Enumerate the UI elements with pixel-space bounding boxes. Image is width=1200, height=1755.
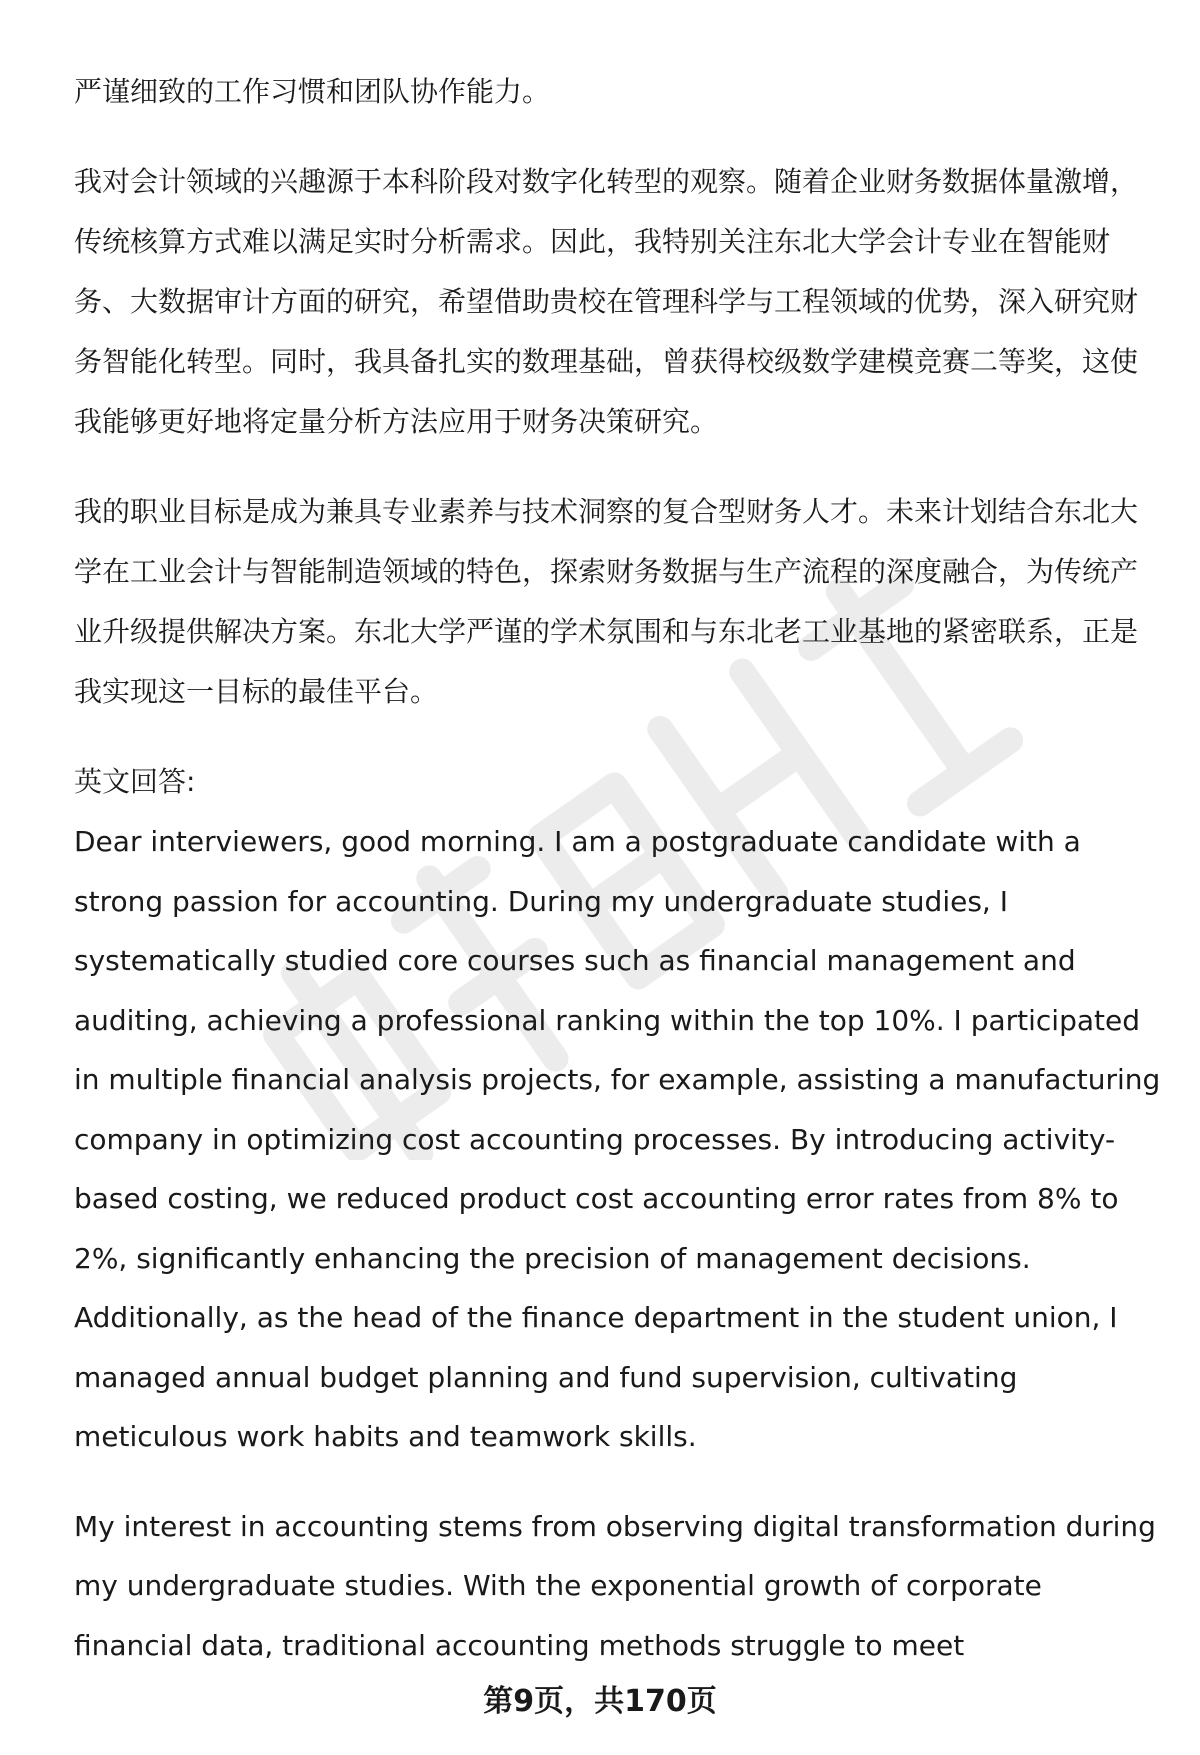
paragraph-zh-2: 我对会计领域的兴趣源于本科阶段对数字化转型的观察。随着企业财务数据体量激增，传统核算方式难以满足实时分析需求。因此，我特别关注东北大学会计专业在智能财务、大数据审计方面的研究，希望借助贵校在管理科学与工程领域的优势，深入研究财务智能化转型。同时，我具备扎实的数理基础，曾获得校级数学建模竞赛二等奖，这使我能够更好地将定量分析方法应用于财务决策研究。 bbox=[74, 165, 1139, 438]
english-answer-heading: 英文回答: bbox=[74, 765, 196, 798]
paragraph-en-1: Dear interviewers, good morning. I am a postgraduate candidate with a strong passion for accounting. During my undergraduate studies, I systematically studied core courses such as financial management and auditing, achieving a professional ranking within the top 10%. I participated in multiple financial analysis projects, for example, assisting a manufacturing company in optimizing cost accounting processes. By introducing activity-based costing, we reduced product cost accounting error rates from 8% to 2%, significantly enhancing the precision of management decisions. Additionally, as the head of the finance department in the student union, I managed annual budget planning and fund supervision, cultivating meticulous work habits and teamwork skills. bbox=[74, 825, 1161, 1453]
page-number-footer: 第9页，共170页 bbox=[483, 1684, 717, 1719]
paragraph-en-2: My interest in accounting stems from observing digital transformation during my undergraduate studies. With the exponential growth of corporate financial data, traditional accounting methods struggle to meet bbox=[74, 1509, 1156, 1662]
paragraph-zh-3: 我的职业目标是成为兼具专业素养与技术洞察的复合型财务人才。未来计划结合东北大学在工业会计与智能制造领域的特色，探索财务数据与生产流程的深度融合，为传统产业升级提供解决方案。东北大学严谨的学术氛围和与东北老工业基地的紧密联系，正是我实现这一目标的最佳平台。 bbox=[74, 495, 1139, 708]
document-body bbox=[74, 62, 1164, 1705]
paragraph-zh-1: 严谨细致的工作习惯和团队协作能力。 bbox=[74, 75, 551, 108]
